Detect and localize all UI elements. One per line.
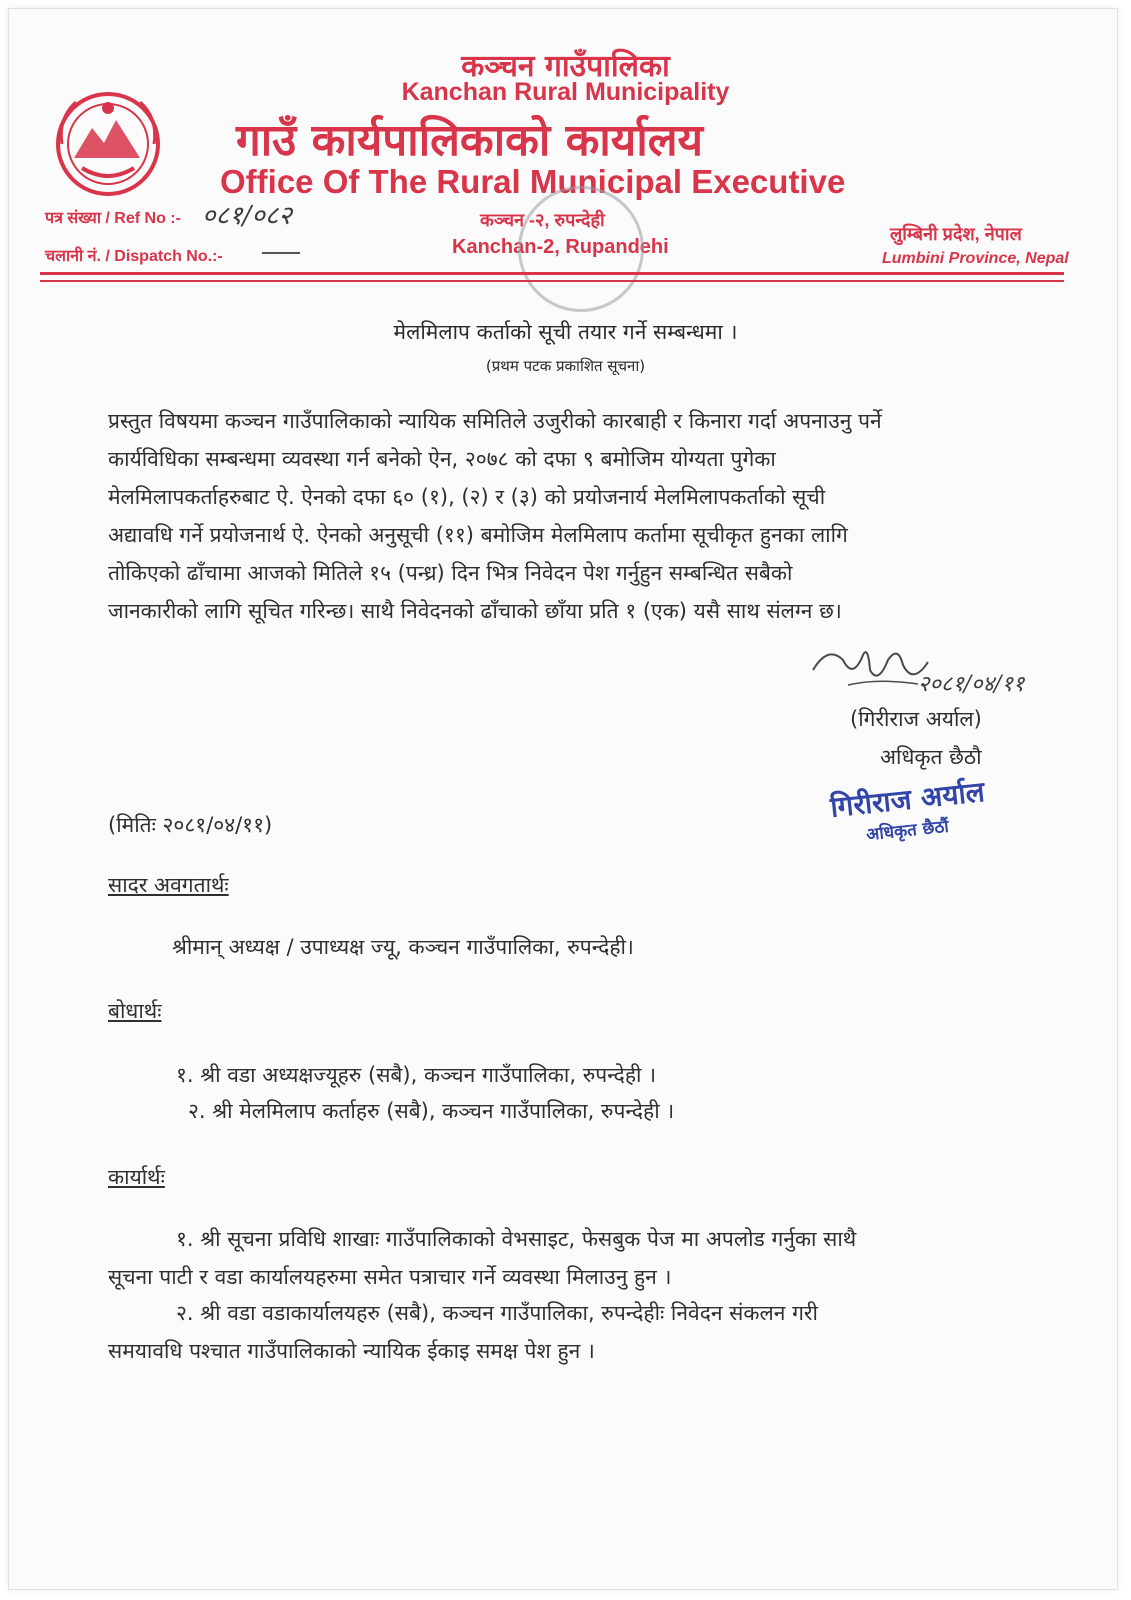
ref-number-label: पत्र संख्या / Ref No :- [45, 210, 181, 227]
body-line: मेलमिलापकर्ताहरुबाट ऐ. ऐनको दफा ६० (१), (२) र (३) को प्रयोजनार्य मेलमिलापकर्ताको सूची [108, 485, 826, 509]
signatory-designation: अधिकृत छैठौ [880, 745, 982, 769]
office-name-np: गाउँ कार्यपालिकाको कार्यालय [236, 115, 704, 166]
dispatch-number-label: चलानी नं. / Dispatch No.:- [45, 248, 223, 265]
body-line: प्रस्तुत विषयमा कञ्चन गाउँपालिकाको न्यायिक समितिले उजुरीको कारबाही र किनारा गर्दा अपनाउनु पर्ने [108, 409, 882, 433]
municipality-name-en: Kanchan Rural Municipality [401, 78, 730, 106]
officer-name-stamp: गिरीराज अर्याल [828, 774, 987, 824]
header-rule-top [40, 272, 1064, 275]
municipality-name-np: कञ्चन गाउँपालिका [461, 49, 670, 84]
cc-notice-item: २. श्री मेलमिलाप कर्ताहरु (सबै), कञ्चन गाउँपालिका, रुपन्देही । [188, 1099, 675, 1123]
cc-notice-item: १. श्री वडा अध्यक्षज्यूहरु (सबै), कञ्चन गाउँपालिका, रुपन्देही । [176, 1063, 657, 1087]
body-line: जानकारीको लागि सूचित गरिन्छ। साथै निवेदनको ढाँचाको छाँया प्रति १ (एक) यसै साथ संलग्न छ। [108, 599, 842, 623]
cc-action-item-1-line-2: सूचना पाटी र वडा कार्यालयहरुमा समेत पत्राचार गर्ने व्यवस्था मिलाउनु हुन । [108, 1265, 672, 1289]
location-np: कञ्चन -२, रुपन्देही [480, 210, 605, 230]
cc-action-heading: कार्यार्थः [108, 1165, 165, 1189]
location-en: Kanchan-2, Rupandehi [452, 236, 669, 258]
office-seal-stamp [518, 186, 644, 312]
province-np: लुम्बिनी प्रदेश, नेपाल [890, 224, 1022, 244]
signature-date: २०८१/०४/११ [918, 672, 1025, 697]
dispatch-number-blank [262, 252, 300, 254]
cc-information-heading: सादर अवगतार्थः [108, 873, 229, 897]
cc-action-item-2-line-2: समयावधि पश्चात गाउँपालिकाको न्यायिक ईकाइ समक्ष पेश हुन । [108, 1339, 595, 1363]
province-en: Lumbini Province, Nepal [882, 250, 1069, 267]
cc-notice-heading: बोधार्थः [108, 999, 162, 1023]
body-line: कार्यविधिका सम्बन्धमा व्यवस्था गर्न बनेको ऐन, २०७८ को दफा ९ बमोजिम योग्यता पुगेका [108, 447, 776, 471]
body-line: अद्यावधि गर्ने प्रयोजनार्थ ऐ. ऐनको अनुसूची (११) बमोजिम मेलमिलाप कर्तामा सूचीकृत हुनका लागि [108, 523, 848, 547]
cc-information-recipient: श्रीमान् अध्यक्ष / उपाध्यक्ष ज्यू, कञ्चन गाउँपालिका, रुपन्देही। [172, 935, 634, 959]
signatory-name: (गिरीराज अर्याल) [850, 707, 982, 731]
subject-title: मेलमिलाप कर्ताको सूची तयार गर्ने सम्बन्धमा । [393, 320, 738, 344]
office-name-en: Office Of The Rural Municipal Executive [220, 163, 846, 200]
subject-subtitle: (प्रथम पटक प्रकाशित सूचना) [485, 357, 646, 375]
officer-designation-stamp: अधिकृत छैठौं [865, 816, 950, 846]
notice-body [108, 402, 1028, 630]
ref-number-value: ०८१/०८२ [202, 201, 292, 231]
header-rule-bottom [40, 280, 1064, 282]
cc-action-item-1-line-1: १. श्री सूचना प्रविधि शाखाः गाउँपालिकाको वेभसाइट, फेसबुक पेज मा अपलोड गर्नुका साथै [176, 1227, 857, 1251]
notice-date: (मितिः २०८१/०४/११) [108, 813, 273, 837]
body-line: तोकिएको ढाँचामा आजको मितिले १५ (पन्ध्र) दिन भित्र निवेदन पेश गर्नुहुन सम्बन्धित सबैको [108, 561, 793, 585]
cc-action-item-2-line-1: २. श्री वडा वडाकार्यालयहरु (सबै), कञ्चन गाउँपालिका, रुपन्देहीः निवेदन संकलन गरी [176, 1301, 818, 1325]
